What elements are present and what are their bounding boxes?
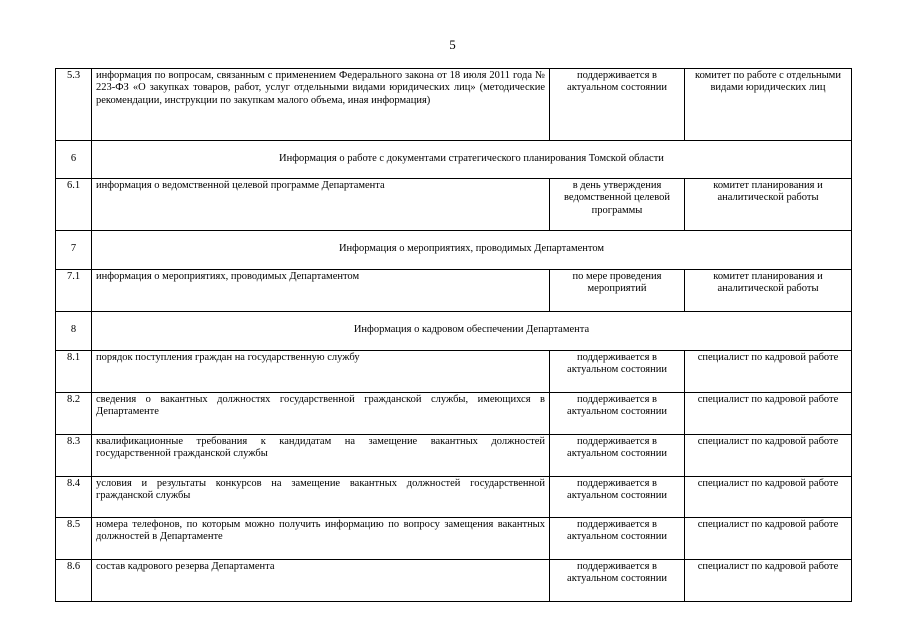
row-responsible: комитет планирования и аналитической работы [685, 270, 852, 312]
row-number: 8.2 [56, 393, 92, 435]
row-info: информация по вопросам, связанным с применением Федерального закона от 18 июля 2011 года № 223-ФЗ «О закупках товаров, работ, услуг отдельными видами юридических лиц» (методические рекомендации, инструкции по закупкам малого объема, иная информация) [92, 69, 550, 141]
row-timing: в день утверждения ведомственной целевой программы [550, 179, 685, 231]
row-timing: поддерживается в актуальном состоянии [550, 435, 685, 477]
row-responsible: специалист по кадровой работе [685, 477, 852, 518]
row-timing: поддерживается в актуальном состоянии [550, 393, 685, 435]
table-row [56, 351, 852, 393]
section-row [56, 141, 852, 179]
section-title: Информация о кадровом обеспечении Департамента [92, 312, 852, 351]
row-number: 8.4 [56, 477, 92, 518]
row-info: состав кадрового резерва Департамента [92, 560, 550, 602]
row-responsible: специалист по кадровой работе [685, 435, 852, 477]
row-number: 8.3 [56, 435, 92, 477]
table-row [56, 560, 852, 602]
page-number: 5 [449, 37, 456, 52]
row-info: информация о ведомственной целевой программе Департамента [92, 179, 550, 231]
row-timing: поддерживается в актуальном состоянии [550, 351, 685, 393]
row-number: 5.3 [56, 69, 92, 141]
row-timing: поддерживается в актуальном состоянии [550, 560, 685, 602]
row-responsible: специалист по кадровой работе [685, 560, 852, 602]
information-table [55, 68, 852, 602]
row-info: условия и результаты конкурсов на замещение вакантных должностей государственной гражданской службы [92, 477, 550, 518]
section-number: 8 [56, 312, 92, 351]
row-timing: поддерживается в актуальном состоянии [550, 69, 685, 141]
section-number: 6 [56, 141, 92, 179]
row-timing: по мере проведения мероприятий [550, 270, 685, 312]
table-row [56, 518, 852, 560]
row-number: 7.1 [56, 270, 92, 312]
row-number: 8.6 [56, 560, 92, 602]
row-number: 8.1 [56, 351, 92, 393]
section-number: 7 [56, 231, 92, 270]
row-responsible: специалист по кадровой работе [685, 393, 852, 435]
row-info: порядок поступления граждан на государственную службу [92, 351, 550, 393]
row-number: 8.5 [56, 518, 92, 560]
row-responsible: комитет по работе с отдельными видами юридических лиц [685, 69, 852, 141]
section-title: Информация о мероприятиях, проводимых Департаментом [92, 231, 852, 270]
table-row [56, 435, 852, 477]
section-title: Информация о работе с документами стратегического планирования Томской области [92, 141, 852, 179]
table-row [56, 477, 852, 518]
row-responsible: специалист по кадровой работе [685, 518, 852, 560]
row-info: квалификационные требования к кандидатам на замещение вакантных должностей государственной гражданской службы [92, 435, 550, 477]
table-row [56, 69, 852, 141]
section-row [56, 231, 852, 270]
row-responsible: специалист по кадровой работе [685, 351, 852, 393]
row-info: сведения о вакантных должностях государственной гражданской службы, имеющихся в Департаменте [92, 393, 550, 435]
row-responsible: комитет планирования и аналитической работы [685, 179, 852, 231]
table-row [56, 270, 852, 312]
table-row [56, 393, 852, 435]
section-row [56, 312, 852, 351]
row-info: номера телефонов, по которым можно получить информацию по вопросу замещения вакантных должностей в Департаменте [92, 518, 550, 560]
row-timing: поддерживается в актуальном состоянии [550, 518, 685, 560]
row-info: информация о мероприятиях, проводимых Департаментом [92, 270, 550, 312]
table-row [56, 179, 852, 231]
row-timing: поддерживается в актуальном состоянии [550, 477, 685, 518]
row-number: 6.1 [56, 179, 92, 231]
